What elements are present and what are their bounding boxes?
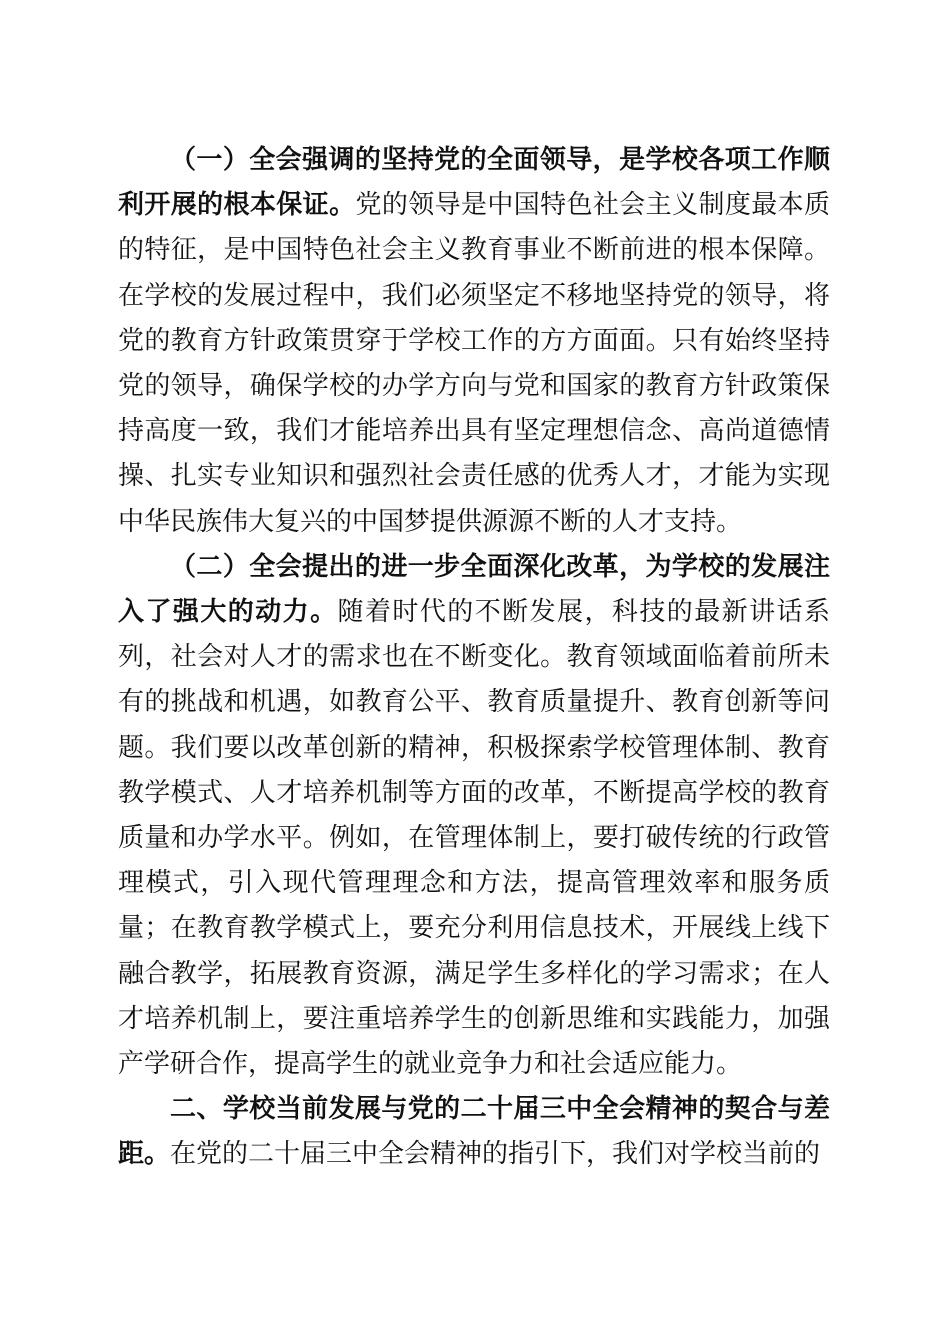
paragraph-2-heading: （二）全会提出的进一步全面深化改革，为学校的发展注入了强大的动力。 xyxy=(118,551,830,628)
paragraph-2 xyxy=(118,545,830,1087)
paragraph-1-heading: （一）全会强调的坚持党的全面领导，是学校各项工作顺利开展的根本保证。 xyxy=(118,145,830,221)
paragraph-2-text: 随着时代的不断发展，科技的最新讲话系列，社会对人才的需求也在不断变化。教育领域面临着前所未有的挑战和机遇，如教育公平、教育质量提升、教育创新等问题。我们要以改革创新的精神，积极探索学校管理体制、教育教学模式、人才培养机制等方面的改革，不断提高学校的教育质量和办学水平。例如，在管理体制上，要打破传统的行政管理模式，引入现代管理理念和方法，提高管理效率和服务质量；在教育教学模式上，要充分利用信息技术，开展线上线下融合教学，拓展教育资源，满足学生多样化的学习需求；在人才培养机制上，要注重培养学生的创新思维和实践能力，加强产学研合作，提高学生的就业竞争力和社会适应能力。 xyxy=(118,597,830,1080)
paragraph-3-text: 在党的二十届三中全会精神的指引下，我们对学校当前的 xyxy=(170,1139,821,1170)
paragraph-3 xyxy=(118,1087,830,1177)
document-body xyxy=(118,138,830,1178)
paragraph-1 xyxy=(118,138,830,545)
paragraph-3-heading: 二、学校当前发展与党的二十届三中全会精神的契合与差距。 xyxy=(118,1094,830,1170)
paragraph-1-text: 党的领导是中国特色社会主义制度最本质的特征，是中国特色社会主义教育事业不断前进的根本保障。在学校的发展过程中，我们必须坚定不移地坚持党的领导，将党的教育方针政策贯穿于学校工作的方方面面。只有始终坚持党的领导，确保学校的办学方向与党和国家的教育方针政策保持高度一致，我们才能培养出具有坚定理想信念、高尚道德情操、扎实专业知识和强烈社会责任感的优秀人才，才能为实现中华民族伟大复兴的中国梦提供源源不断的人才支持。 xyxy=(118,190,830,537)
